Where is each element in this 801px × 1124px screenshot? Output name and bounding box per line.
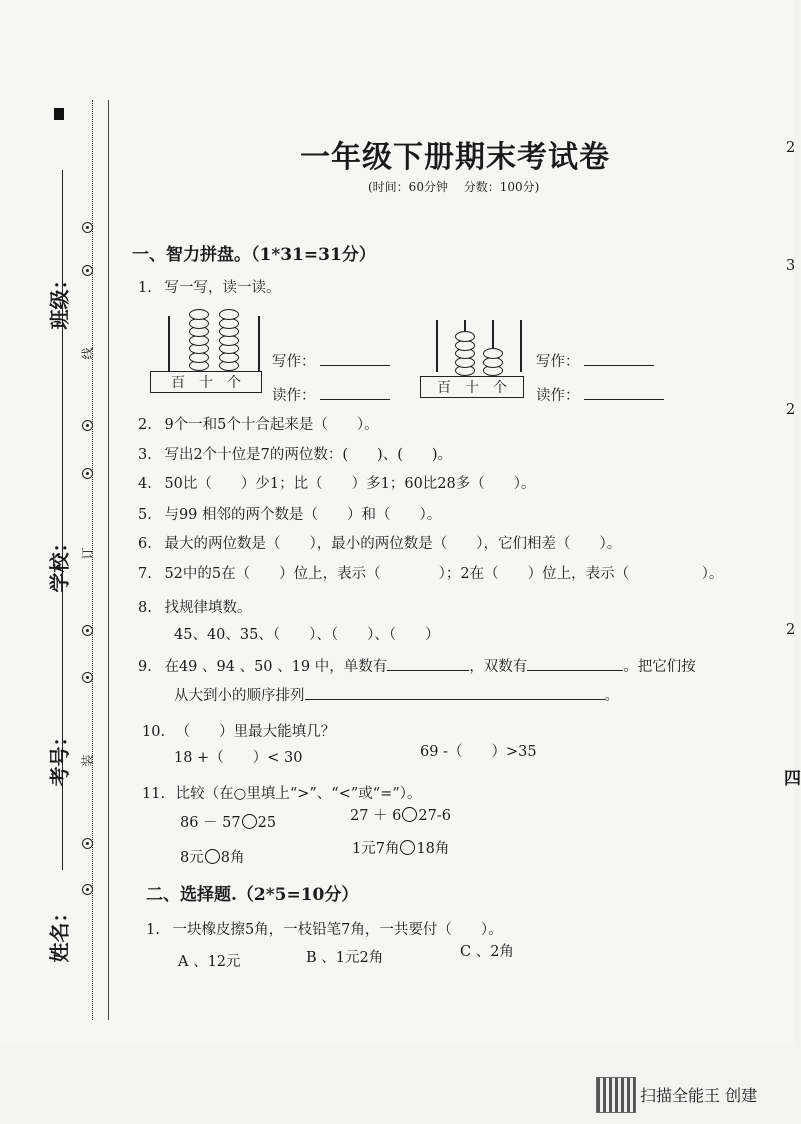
abacus-bead — [455, 331, 475, 342]
q-number: 3. — [138, 447, 152, 463]
q5 — [138, 503, 441, 524]
q-text: ，双数有 — [469, 659, 528, 675]
even-blank[interactable] — [527, 656, 623, 671]
option-a[interactable]: A 、12元 — [178, 954, 241, 970]
qr-code-icon — [596, 1077, 636, 1113]
binding-hole — [82, 884, 93, 895]
abacus-rod — [520, 320, 522, 372]
option-c[interactable]: C 、2角 — [460, 944, 514, 960]
compare-circle[interactable] — [205, 849, 220, 864]
q-number: 10. — [142, 724, 166, 740]
compare-left: 86 － 57 — [180, 815, 241, 831]
compare-left: 27 ＋ 6 — [350, 808, 402, 824]
compare-right: 27-6 — [418, 808, 451, 824]
class-label: 班级： — [47, 269, 72, 330]
q6 — [138, 532, 621, 553]
write-blank[interactable] — [584, 351, 654, 366]
q-text: 9个一和5个十合起来是（ ）。 — [164, 417, 379, 433]
scanner-watermark: 扫描全能王 创建 — [640, 1086, 758, 1105]
cut-mark-line: 线 — [80, 347, 95, 360]
compare-circle[interactable] — [400, 840, 415, 855]
q8 — [138, 596, 251, 617]
abacus-bead — [189, 309, 209, 320]
q-number: 11. — [142, 786, 166, 802]
q-number: 5. — [138, 507, 152, 523]
q-text: 从大到小的顺序排列 — [174, 688, 305, 704]
abacus-rod — [168, 316, 170, 372]
binding-hole — [82, 420, 93, 431]
compare-right: 8角 — [220, 850, 245, 866]
compare-2 — [350, 804, 451, 825]
order-blank[interactable] — [305, 685, 605, 700]
cut-mark-bind: 订 — [80, 547, 95, 560]
binding-hole — [82, 838, 93, 849]
abacus-rod — [436, 320, 438, 372]
q-number: 8. — [138, 600, 152, 616]
q-text: 在49 、94 、50 、19 中，单数有 — [164, 659, 388, 675]
q10-expr-b: 69 -（ ）>35 — [420, 744, 537, 760]
read-blank[interactable] — [320, 385, 390, 400]
section1-heading: 一、智力拼盘。（1*31=31分） — [132, 245, 376, 265]
section2-heading: 二、选择题.（2*5=10分） — [146, 885, 359, 905]
exam-info: (时间：60分钟 分数：100分) — [368, 180, 540, 194]
q2 — [138, 413, 379, 434]
abacus-bead — [219, 309, 239, 320]
binding-hole — [82, 265, 93, 276]
compare-1 — [180, 811, 276, 832]
write-label: 写作： — [272, 354, 316, 370]
q1 — [138, 276, 280, 297]
page-title: 一年级下册期末考试卷 — [300, 140, 610, 175]
q9-order — [174, 684, 619, 705]
binding-line-outer — [92, 100, 93, 1020]
compare-3 — [180, 846, 244, 867]
abacus-base — [150, 371, 262, 393]
q4 — [138, 472, 536, 493]
abacus-place-labels: 百 十 个 — [171, 375, 241, 391]
binding-hole — [82, 625, 93, 636]
q-number: 4. — [138, 476, 152, 492]
q-text: 写出2个十位是7的两位数：( )、( )。 — [164, 447, 453, 463]
school-label: 学校： — [47, 532, 72, 593]
option-b[interactable]: B 、1元2角 — [306, 950, 384, 966]
compare-circle[interactable] — [242, 814, 257, 829]
q-number: 6. — [138, 536, 152, 552]
s2-q1 — [146, 918, 503, 939]
binding-hole — [82, 468, 93, 479]
abacus-base — [420, 376, 524, 398]
q-text: （ ）里最大能填几？ — [175, 724, 336, 740]
compare-left: 1元7角 — [352, 841, 400, 857]
compare-right: 25 — [257, 815, 277, 831]
write-label: 写作： — [536, 354, 580, 370]
q-number: 9. — [138, 659, 152, 675]
abacus-place-labels: 百 十 个 — [437, 380, 507, 396]
edge-mark: 2 — [786, 402, 796, 418]
q-text: 50比（ ）少1；比（ ）多1；60比28多（ ）。 — [164, 476, 536, 492]
q-number: 2. — [138, 417, 152, 433]
q-number: 1. — [146, 922, 160, 938]
edge-mark: 2 — [786, 622, 796, 638]
abacus-1-write — [272, 350, 390, 371]
binding-line-inner — [108, 100, 109, 1020]
compare-4 — [352, 837, 449, 858]
q-text: 写一写，读一读。 — [164, 280, 281, 296]
compare-right: 18角 — [416, 841, 450, 857]
corner-mark — [54, 108, 64, 120]
q-text: 一块橡皮擦5角，一枝铅笔7角，一共要付（ ）。 — [172, 922, 503, 938]
q7 — [138, 562, 723, 583]
binding-hole — [82, 672, 93, 683]
q-text: 与99 相邻的两个数是（ ）和（ ）。 — [164, 507, 442, 523]
abacus-bead — [483, 348, 503, 359]
q8-sequence: 45、40、35、（ ）、（ ）、（ ） — [174, 627, 440, 643]
q10-expr-a: 18 +（ ）< 30 — [174, 750, 303, 766]
q-text: 52中的5在（ ）位上，表示（ ）；2在（ ）位上，表示（ ）。 — [164, 566, 724, 582]
q-text: 比较（在○里填上“>”、“<”或“=”）。 — [175, 786, 422, 802]
q3 — [138, 443, 452, 464]
abacus-2-write — [536, 350, 654, 371]
q9 — [138, 655, 696, 676]
q10 — [142, 720, 335, 741]
read-blank[interactable] — [584, 385, 664, 400]
name-label: 姓名： — [47, 902, 72, 963]
q-text: 找规律填数。 — [164, 600, 252, 616]
abacus-rod — [258, 316, 260, 372]
q11 — [142, 782, 422, 803]
q-text: 。 — [604, 688, 619, 704]
edge-mark: 3 — [786, 258, 796, 274]
compare-left: 8元 — [180, 850, 204, 866]
abacus-1-read — [272, 384, 390, 405]
edge-mark: 四 — [784, 769, 801, 789]
read-label: 读作： — [536, 388, 580, 404]
cut-mark-pack: 装 — [80, 754, 95, 767]
q-number: 1. — [138, 280, 152, 296]
edge-mark: 2 — [786, 140, 796, 156]
read-label: 读作： — [272, 388, 316, 404]
q-text: 最大的两位数是（ ），最小的两位数是（ ），它们相差（ ）。 — [164, 536, 622, 552]
write-blank[interactable] — [320, 351, 390, 366]
q-text: 。把它们按 — [623, 659, 696, 675]
abacus-2-read — [536, 384, 664, 405]
compare-circle[interactable] — [402, 807, 417, 822]
q-number: 7. — [138, 566, 152, 582]
odd-blank[interactable] — [387, 656, 469, 671]
exam-no-label: 考号： — [47, 726, 72, 787]
binding-hole — [82, 222, 93, 233]
